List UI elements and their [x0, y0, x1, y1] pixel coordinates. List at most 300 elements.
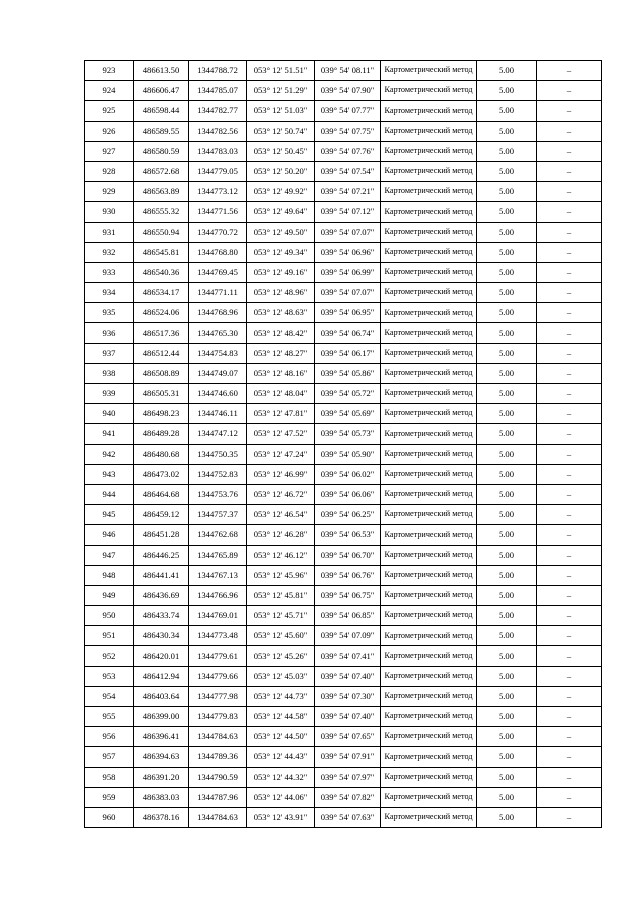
latitude-cell: 053° 12' 49.92": [247, 182, 315, 202]
method-cell: Картометрический метод: [381, 565, 477, 585]
longitude-cell: 039° 54' 07.65": [315, 727, 381, 747]
table-row: [85, 484, 602, 504]
latitude-cell: 053° 12' 45.96": [247, 565, 315, 585]
method-cell: Картометрический метод: [381, 545, 477, 565]
method-cell: Картометрический метод: [381, 323, 477, 343]
y-coordinate-cell: 1344779.61: [189, 646, 247, 666]
latitude-cell: 053° 12' 45.71": [247, 606, 315, 626]
latitude-cell: 053° 12' 45.03": [247, 666, 315, 686]
method-cell: Картометрический метод: [381, 484, 477, 504]
method-cell: Картометрический метод: [381, 121, 477, 141]
point-number-cell: 940: [85, 404, 134, 424]
latitude-cell: 053° 12' 48.27": [247, 343, 315, 363]
x-coordinate-cell: 486580.59: [134, 141, 189, 161]
method-cell: Картометрический метод: [381, 202, 477, 222]
x-coordinate-cell: 486420.01: [134, 646, 189, 666]
accuracy-cell: 5.00: [477, 101, 537, 121]
accuracy-cell: 5.00: [477, 121, 537, 141]
point-number-cell: 941: [85, 424, 134, 444]
latitude-cell: 053° 12' 49.50": [247, 222, 315, 242]
table-row: [85, 424, 602, 444]
table-row: [85, 626, 602, 646]
method-cell: Картометрический метод: [381, 404, 477, 424]
y-coordinate-cell: 1344773.12: [189, 182, 247, 202]
longitude-cell: 039° 54' 06.02": [315, 464, 381, 484]
table-row: [85, 161, 602, 181]
note-cell: –: [537, 303, 602, 323]
longitude-cell: 039° 54' 06.76": [315, 565, 381, 585]
x-coordinate-cell: 486459.12: [134, 505, 189, 525]
latitude-cell: 053° 12' 44.73": [247, 686, 315, 706]
coordinates-table: [84, 60, 602, 828]
longitude-cell: 039° 54' 07.21": [315, 182, 381, 202]
table-row: [85, 283, 602, 303]
x-coordinate-cell: 486613.50: [134, 61, 189, 81]
method-cell: Картометрический метод: [381, 626, 477, 646]
y-coordinate-cell: 1344769.01: [189, 606, 247, 626]
x-coordinate-cell: 486512.44: [134, 343, 189, 363]
table-row: [85, 787, 602, 807]
table-row: [85, 707, 602, 727]
note-cell: –: [537, 283, 602, 303]
table-row: [85, 666, 602, 686]
note-cell: –: [537, 323, 602, 343]
x-coordinate-cell: 486433.74: [134, 606, 189, 626]
longitude-cell: 039° 54' 06.53": [315, 525, 381, 545]
y-coordinate-cell: 1344762.68: [189, 525, 247, 545]
table-row: [85, 222, 602, 242]
latitude-cell: 053° 12' 48.42": [247, 323, 315, 343]
table-row: [85, 767, 602, 787]
latitude-cell: 053° 12' 50.20": [247, 161, 315, 181]
latitude-cell: 053° 12' 46.28": [247, 525, 315, 545]
x-coordinate-cell: 486606.47: [134, 81, 189, 101]
accuracy-cell: 5.00: [477, 343, 537, 363]
longitude-cell: 039° 54' 07.54": [315, 161, 381, 181]
point-number-cell: 953: [85, 666, 134, 686]
note-cell: –: [537, 525, 602, 545]
accuracy-cell: 5.00: [477, 807, 537, 827]
method-cell: Картометрический метод: [381, 424, 477, 444]
latitude-cell: 053° 12' 44.43": [247, 747, 315, 767]
point-number-cell: 946: [85, 525, 134, 545]
note-cell: –: [537, 222, 602, 242]
note-cell: –: [537, 404, 602, 424]
latitude-cell: 053° 12' 44.06": [247, 787, 315, 807]
method-cell: Картометрический метод: [381, 505, 477, 525]
y-coordinate-cell: 1344779.83: [189, 707, 247, 727]
latitude-cell: 053° 12' 44.58": [247, 707, 315, 727]
y-coordinate-cell: 1344782.77: [189, 101, 247, 121]
latitude-cell: 053° 12' 50.74": [247, 121, 315, 141]
method-cell: Картометрический метод: [381, 525, 477, 545]
y-coordinate-cell: 1344750.35: [189, 444, 247, 464]
x-coordinate-cell: 486403.64: [134, 686, 189, 706]
x-coordinate-cell: 486399.00: [134, 707, 189, 727]
latitude-cell: 053° 12' 48.04": [247, 384, 315, 404]
table-row: [85, 81, 602, 101]
x-coordinate-cell: 486430.34: [134, 626, 189, 646]
accuracy-cell: 5.00: [477, 686, 537, 706]
note-cell: –: [537, 484, 602, 504]
accuracy-cell: 5.00: [477, 787, 537, 807]
table-row: [85, 363, 602, 383]
y-coordinate-cell: 1344777.98: [189, 686, 247, 706]
point-number-cell: 926: [85, 121, 134, 141]
latitude-cell: 053° 12' 49.16": [247, 262, 315, 282]
latitude-cell: 053° 12' 51.29": [247, 81, 315, 101]
longitude-cell: 039° 54' 07.41": [315, 646, 381, 666]
y-coordinate-cell: 1344771.56: [189, 202, 247, 222]
note-cell: –: [537, 182, 602, 202]
x-coordinate-cell: 486489.28: [134, 424, 189, 444]
y-coordinate-cell: 1344788.72: [189, 61, 247, 81]
latitude-cell: 053° 12' 46.72": [247, 484, 315, 504]
accuracy-cell: 5.00: [477, 182, 537, 202]
point-number-cell: 924: [85, 81, 134, 101]
y-coordinate-cell: 1344783.03: [189, 141, 247, 161]
longitude-cell: 039° 54' 07.09": [315, 626, 381, 646]
table-row: [85, 404, 602, 424]
accuracy-cell: 5.00: [477, 61, 537, 81]
x-coordinate-cell: 486545.81: [134, 242, 189, 262]
method-cell: Картометрический метод: [381, 727, 477, 747]
point-number-cell: 949: [85, 585, 134, 605]
y-coordinate-cell: 1344787.96: [189, 787, 247, 807]
longitude-cell: 039° 54' 05.73": [315, 424, 381, 444]
y-coordinate-cell: 1344768.80: [189, 242, 247, 262]
point-number-cell: 932: [85, 242, 134, 262]
x-coordinate-cell: 486589.55: [134, 121, 189, 141]
accuracy-cell: 5.00: [477, 323, 537, 343]
method-cell: Картометрический метод: [381, 363, 477, 383]
accuracy-cell: 5.00: [477, 767, 537, 787]
x-coordinate-cell: 486517.36: [134, 323, 189, 343]
y-coordinate-cell: 1344784.63: [189, 807, 247, 827]
y-coordinate-cell: 1344770.72: [189, 222, 247, 242]
x-coordinate-cell: 486480.68: [134, 444, 189, 464]
x-coordinate-cell: 486383.03: [134, 787, 189, 807]
accuracy-cell: 5.00: [477, 666, 537, 686]
note-cell: –: [537, 807, 602, 827]
point-number-cell: 939: [85, 384, 134, 404]
y-coordinate-cell: 1344785.07: [189, 81, 247, 101]
table-row: [85, 343, 602, 363]
table-row: [85, 505, 602, 525]
point-number-cell: 945: [85, 505, 134, 525]
note-cell: –: [537, 81, 602, 101]
accuracy-cell: 5.00: [477, 303, 537, 323]
y-coordinate-cell: 1344752.83: [189, 464, 247, 484]
table-row: [85, 121, 602, 141]
point-number-cell: 942: [85, 444, 134, 464]
latitude-cell: 053° 12' 49.64": [247, 202, 315, 222]
method-cell: Картометрический метод: [381, 161, 477, 181]
latitude-cell: 053° 12' 49.34": [247, 242, 315, 262]
x-coordinate-cell: 486464.68: [134, 484, 189, 504]
x-coordinate-cell: 486534.17: [134, 283, 189, 303]
table-row: [85, 747, 602, 767]
accuracy-cell: 5.00: [477, 262, 537, 282]
point-number-cell: 931: [85, 222, 134, 242]
point-number-cell: 936: [85, 323, 134, 343]
x-coordinate-cell: 486598.44: [134, 101, 189, 121]
accuracy-cell: 5.00: [477, 464, 537, 484]
table-row: [85, 585, 602, 605]
longitude-cell: 039° 54' 06.74": [315, 323, 381, 343]
note-cell: –: [537, 747, 602, 767]
table-row: [85, 242, 602, 262]
x-coordinate-cell: 486540.36: [134, 262, 189, 282]
latitude-cell: 053° 12' 48.96": [247, 283, 315, 303]
method-cell: Картометрический метод: [381, 262, 477, 282]
accuracy-cell: 5.00: [477, 747, 537, 767]
note-cell: –: [537, 141, 602, 161]
x-coordinate-cell: 486498.23: [134, 404, 189, 424]
method-cell: Картометрический метод: [381, 222, 477, 242]
accuracy-cell: 5.00: [477, 404, 537, 424]
method-cell: Картометрический метод: [381, 787, 477, 807]
method-cell: Картометрический метод: [381, 101, 477, 121]
longitude-cell: 039° 54' 05.86": [315, 363, 381, 383]
longitude-cell: 039° 54' 07.63": [315, 807, 381, 827]
note-cell: –: [537, 505, 602, 525]
note-cell: –: [537, 646, 602, 666]
longitude-cell: 039° 54' 07.90": [315, 81, 381, 101]
point-number-cell: 954: [85, 686, 134, 706]
y-coordinate-cell: 1344768.96: [189, 303, 247, 323]
note-cell: –: [537, 767, 602, 787]
point-number-cell: 927: [85, 141, 134, 161]
document-page: [84, 60, 601, 828]
latitude-cell: 053° 12' 51.03": [247, 101, 315, 121]
x-coordinate-cell: 486412.94: [134, 666, 189, 686]
accuracy-cell: 5.00: [477, 727, 537, 747]
y-coordinate-cell: 1344747.12: [189, 424, 247, 444]
latitude-cell: 053° 12' 47.52": [247, 424, 315, 444]
x-coordinate-cell: 486441.41: [134, 565, 189, 585]
note-cell: –: [537, 727, 602, 747]
longitude-cell: 039° 54' 07.91": [315, 747, 381, 767]
latitude-cell: 053° 12' 46.99": [247, 464, 315, 484]
longitude-cell: 039° 54' 07.75": [315, 121, 381, 141]
y-coordinate-cell: 1344779.66: [189, 666, 247, 686]
method-cell: Картометрический метод: [381, 747, 477, 767]
longitude-cell: 039° 54' 07.77": [315, 101, 381, 121]
latitude-cell: 053° 12' 48.16": [247, 363, 315, 383]
note-cell: –: [537, 464, 602, 484]
note-cell: –: [537, 121, 602, 141]
table-row: [85, 101, 602, 121]
table-row: [85, 303, 602, 323]
method-cell: Картометрический метод: [381, 646, 477, 666]
point-number-cell: 935: [85, 303, 134, 323]
table-row: [85, 61, 602, 81]
y-coordinate-cell: 1344771.11: [189, 283, 247, 303]
y-coordinate-cell: 1344766.96: [189, 585, 247, 605]
y-coordinate-cell: 1344769.45: [189, 262, 247, 282]
longitude-cell: 039° 54' 07.07": [315, 283, 381, 303]
latitude-cell: 053° 12' 44.32": [247, 767, 315, 787]
table-row: [85, 384, 602, 404]
accuracy-cell: 5.00: [477, 545, 537, 565]
longitude-cell: 039° 54' 07.30": [315, 686, 381, 706]
note-cell: –: [537, 202, 602, 222]
note-cell: –: [537, 606, 602, 626]
accuracy-cell: 5.00: [477, 424, 537, 444]
table-row: [85, 525, 602, 545]
y-coordinate-cell: 1344754.83: [189, 343, 247, 363]
longitude-cell: 039° 54' 07.40": [315, 707, 381, 727]
point-number-cell: 925: [85, 101, 134, 121]
x-coordinate-cell: 486563.89: [134, 182, 189, 202]
y-coordinate-cell: 1344746.60: [189, 384, 247, 404]
table-row: [85, 686, 602, 706]
note-cell: –: [537, 101, 602, 121]
point-number-cell: 923: [85, 61, 134, 81]
point-number-cell: 930: [85, 202, 134, 222]
latitude-cell: 053° 12' 50.45": [247, 141, 315, 161]
method-cell: Картометрический метод: [381, 707, 477, 727]
latitude-cell: 053° 12' 51.51": [247, 61, 315, 81]
longitude-cell: 039° 54' 07.40": [315, 666, 381, 686]
accuracy-cell: 5.00: [477, 363, 537, 383]
point-number-cell: 947: [85, 545, 134, 565]
longitude-cell: 039° 54' 06.96": [315, 242, 381, 262]
point-number-cell: 933: [85, 262, 134, 282]
note-cell: –: [537, 444, 602, 464]
method-cell: Картометрический метод: [381, 686, 477, 706]
longitude-cell: 039° 54' 07.12": [315, 202, 381, 222]
longitude-cell: 039° 54' 06.95": [315, 303, 381, 323]
accuracy-cell: 5.00: [477, 141, 537, 161]
latitude-cell: 053° 12' 48.63": [247, 303, 315, 323]
note-cell: –: [537, 686, 602, 706]
note-cell: –: [537, 363, 602, 383]
longitude-cell: 039° 54' 06.25": [315, 505, 381, 525]
point-number-cell: 934: [85, 283, 134, 303]
y-coordinate-cell: 1344749.07: [189, 363, 247, 383]
latitude-cell: 053° 12' 47.81": [247, 404, 315, 424]
note-cell: –: [537, 626, 602, 646]
accuracy-cell: 5.00: [477, 202, 537, 222]
method-cell: Картометрический метод: [381, 666, 477, 686]
x-coordinate-cell: 486396.41: [134, 727, 189, 747]
longitude-cell: 039° 54' 05.72": [315, 384, 381, 404]
table-row: [85, 464, 602, 484]
accuracy-cell: 5.00: [477, 707, 537, 727]
accuracy-cell: 5.00: [477, 283, 537, 303]
accuracy-cell: 5.00: [477, 646, 537, 666]
point-number-cell: 944: [85, 484, 134, 504]
note-cell: –: [537, 424, 602, 444]
point-number-cell: 960: [85, 807, 134, 827]
table-row: [85, 646, 602, 666]
longitude-cell: 039° 54' 06.99": [315, 262, 381, 282]
accuracy-cell: 5.00: [477, 606, 537, 626]
x-coordinate-cell: 486505.31: [134, 384, 189, 404]
accuracy-cell: 5.00: [477, 525, 537, 545]
method-cell: Картометрический метод: [381, 182, 477, 202]
longitude-cell: 039° 54' 06.06": [315, 484, 381, 504]
point-number-cell: 958: [85, 767, 134, 787]
y-coordinate-cell: 1344789.36: [189, 747, 247, 767]
latitude-cell: 053° 12' 45.60": [247, 626, 315, 646]
method-cell: Картометрический метод: [381, 384, 477, 404]
y-coordinate-cell: 1344765.89: [189, 545, 247, 565]
longitude-cell: 039° 54' 06.85": [315, 606, 381, 626]
method-cell: Картометрический метод: [381, 807, 477, 827]
x-coordinate-cell: 486436.69: [134, 585, 189, 605]
note-cell: –: [537, 262, 602, 282]
latitude-cell: 053° 12' 46.12": [247, 545, 315, 565]
table-row: [85, 606, 602, 626]
method-cell: Картометрический метод: [381, 283, 477, 303]
x-coordinate-cell: 486378.16: [134, 807, 189, 827]
x-coordinate-cell: 486394.63: [134, 747, 189, 767]
y-coordinate-cell: 1344746.11: [189, 404, 247, 424]
y-coordinate-cell: 1344784.63: [189, 727, 247, 747]
table-row: [85, 545, 602, 565]
note-cell: –: [537, 585, 602, 605]
table-row: [85, 182, 602, 202]
latitude-cell: 053° 12' 45.81": [247, 585, 315, 605]
y-coordinate-cell: 1344790.59: [189, 767, 247, 787]
x-coordinate-cell: 486550.94: [134, 222, 189, 242]
accuracy-cell: 5.00: [477, 444, 537, 464]
note-cell: –: [537, 384, 602, 404]
point-number-cell: 929: [85, 182, 134, 202]
latitude-cell: 053° 12' 44.50": [247, 727, 315, 747]
point-number-cell: 948: [85, 565, 134, 585]
y-coordinate-cell: 1344765.30: [189, 323, 247, 343]
method-cell: Картометрический метод: [381, 242, 477, 262]
point-number-cell: 928: [85, 161, 134, 181]
longitude-cell: 039° 54' 05.90": [315, 444, 381, 464]
table-row: [85, 323, 602, 343]
point-number-cell: 943: [85, 464, 134, 484]
x-coordinate-cell: 486391.20: [134, 767, 189, 787]
note-cell: –: [537, 545, 602, 565]
method-cell: Картометрический метод: [381, 606, 477, 626]
accuracy-cell: 5.00: [477, 484, 537, 504]
table-row: [85, 141, 602, 161]
note-cell: –: [537, 666, 602, 686]
y-coordinate-cell: 1344782.56: [189, 121, 247, 141]
table-row: [85, 727, 602, 747]
longitude-cell: 039° 54' 07.76": [315, 141, 381, 161]
longitude-cell: 039° 54' 07.07": [315, 222, 381, 242]
method-cell: Картометрический метод: [381, 444, 477, 464]
accuracy-cell: 5.00: [477, 384, 537, 404]
method-cell: Картометрический метод: [381, 61, 477, 81]
longitude-cell: 039° 54' 05.69": [315, 404, 381, 424]
accuracy-cell: 5.00: [477, 626, 537, 646]
y-coordinate-cell: 1344767.13: [189, 565, 247, 585]
table-row: [85, 565, 602, 585]
method-cell: Картометрический метод: [381, 343, 477, 363]
accuracy-cell: 5.00: [477, 505, 537, 525]
table-row: [85, 202, 602, 222]
accuracy-cell: 5.00: [477, 242, 537, 262]
note-cell: –: [537, 565, 602, 585]
table-row: [85, 807, 602, 827]
note-cell: –: [537, 61, 602, 81]
table-body: [85, 61, 602, 828]
method-cell: Картометрический метод: [381, 141, 477, 161]
note-cell: –: [537, 242, 602, 262]
y-coordinate-cell: 1344779.05: [189, 161, 247, 181]
